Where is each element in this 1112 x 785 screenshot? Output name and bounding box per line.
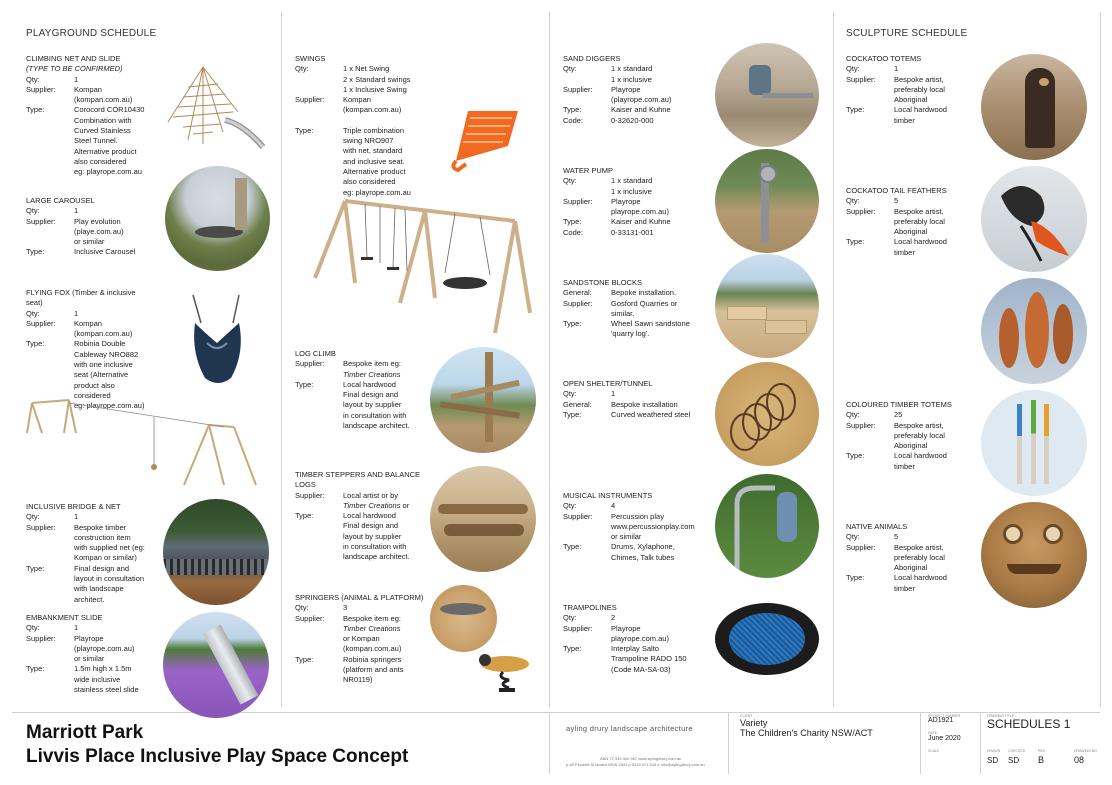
embankment-slide-photo	[163, 612, 269, 718]
cableway-image	[24, 395, 259, 490]
water-pump-item: WATER PUMP Qty: 1 x standard 1 x inclusive Supplier: Playrope playrope.com.au) Type: Kaiser and Kuhne Code: 0-33131-001	[563, 166, 671, 237]
native-animals-item: NATIVE ANIMALS Qty: 5 Supplier: Bespoke artist, preferably local Aboriginal Type: Local hardwood timber	[846, 522, 947, 593]
sand-digger-photo	[715, 43, 819, 147]
project-number: AD1921	[928, 717, 954, 724]
musical-instruments-item: MUSICAL INSTRUMENTS Qty: 4 Supplier: Percussion play www.percussionplay.com or similar Type: Drums, Xylaphone, Chimes, Talk tubes	[563, 491, 695, 562]
project-title-line1: Marriott Park	[26, 722, 144, 743]
triple-swing-image	[305, 193, 535, 338]
coloured-timber-totems-item: COLOURED TIMBER TOTEMS Qty: 25 Supplier: Bespoke artist, preferably local Aboriginal Type: Local hardwood timber	[846, 400, 952, 471]
checked-by: SD	[1008, 756, 1020, 765]
flying-fox-item: FLYING FOX (Timber & inclusive seat) Qty: 1 Supplier: Kompan (kompan.com.au) Type: Robinia Double Cableway NRO882 with one inclusive seat (Alternative product also considered eg: playrope.com.au)	[26, 288, 145, 411]
sand-diggers-item: SAND DIGGERS Qty: 1 x standard 1 x inclusive Supplier: Playrope (playrope.com.au) Type: Kaiser and Kuhne Code: 0-32620-000	[563, 54, 672, 125]
open-shelter-item: OPEN SHELTER/TUNNEL Qty: 1 General: Bespoke installation Type: Curved weathered steel	[563, 379, 691, 419]
water-pump-photo	[715, 149, 819, 253]
inclusive-bridge-item: INCLUSIVE BRIDGE & NET Qty: 1 Supplier: Bespoke timber construction item with supplied net (eg: Kompan or similar) Type: Final design and layout in consultation with landscape architect.	[26, 502, 145, 604]
client-name: Variety	[740, 718, 768, 728]
carousel-photo	[165, 166, 270, 271]
drawing-date: June 2020	[928, 735, 961, 742]
project-number-label: PROJECT NUMBER	[928, 714, 961, 718]
column-divider-3	[833, 12, 834, 707]
drawing-title: SCHEDULES 1	[987, 717, 1071, 731]
embankment-slide-item: EMBANKMENT SLIDE Qty: 1 Supplier: Playrope (playrope.com.au) or similar Type: 1.5m high x 1.5m wide inclusive stainless steel slide	[26, 613, 139, 695]
sculpture-schedule-heading: SCULPTURE SCHEDULE	[846, 28, 968, 39]
tail-feathers-photo	[981, 166, 1087, 272]
cockatoo-totems-item: COCKATOO TOTEMS Qty: 1 Supplier: Bespoke artist, preferably local Aboriginal Type: Local hardwood timber	[846, 54, 947, 125]
revision: B	[1038, 755, 1045, 765]
drawn-by: SD	[987, 756, 999, 765]
talk-tube-photo	[715, 474, 819, 578]
checked-label: CHECKED	[1008, 749, 1026, 753]
drawing-number: 08	[1074, 755, 1085, 765]
date-label: DATE	[928, 731, 938, 735]
large-carousel-item: LARGE CAROUSEL Qty: 1 Supplier: Play evolution (playe.com.au) or similar Type: Inclusive Carousel	[26, 196, 136, 257]
drawn-label: DRAWN	[987, 749, 1001, 753]
bridge-net-photo	[163, 499, 269, 605]
cockatoo-totem-photo	[981, 54, 1087, 160]
client-label: CLIENT	[740, 714, 753, 718]
titleblock-divider-2	[728, 712, 729, 774]
column-divider-1	[281, 12, 282, 707]
timber-steppers-photo	[430, 466, 536, 572]
column-divider-2	[549, 12, 550, 707]
titleblock-divider-1	[549, 712, 550, 774]
shelter-tunnel-photo	[715, 362, 819, 466]
drawing-number-label: DRAWING NO	[1074, 749, 1098, 753]
client-charity: The Children's Charity NSW/ACT	[740, 728, 873, 738]
swings-item: SWINGS Qty: 1 x Net Swing 2 x Standard swings 1 x Inclusive Swing Supplier: Kompan (kompan.com.au) Type: Triple combination swing NRO907 with net, standard and inclusive seat. Alternative product also considered eg: playrope.com.au	[295, 54, 411, 197]
springers-item: SPRINGERS (ANIMAL & PLATFORM) Qty: 3 Supplier: Bespoke item eg: Timber Creations or Kompan (kompan.com.au) Type: Robinia springers (platform and ants NR0119)	[295, 593, 424, 685]
firm-logo: ayling drury landscape architecture	[566, 724, 693, 733]
project-title-line2: Livvis Place Inclusive Play Space Concept	[26, 746, 409, 767]
timber-steppers-item: TIMBER STEPPERS AND BALANCE LOGS Supplier: Local artist or by Timber Creations or Type: Local hardwood Final design and layout by supplier in consultation with landscape architect.	[295, 470, 421, 562]
log-climb-item: LOG CLIMB Supplier: Bespoke item eg: Timber Creations Type: Local hardwood Final design and layout by supplier in consultation with landscape architect.	[295, 349, 410, 431]
revision-label: REV	[1038, 749, 1046, 753]
cockatoo-tail-feathers-item: COCKATOO TAIL FEATHERS Qty: 5 Supplier: Bespoke artist, preferably local Aboriginal Type: Local hardwood timber	[846, 186, 947, 257]
climbing-net-item: CLIMBING NET AND SLIDE (TYPE TO BE CONFIRMED) Qty: 1 Supplier: Kompan (kompan.com.au) Type: Corocord COR10430 Combination with Curved Stainless Steel Tunnel. Alternative product also considered eg: playrope.com.au	[26, 54, 145, 177]
sandstone-blocks-photo	[715, 254, 819, 358]
native-animal-photo	[981, 502, 1087, 608]
trampolines-item: TRAMPOLINES Qty: 2 Supplier: Playrope playrope.com.au) Type: Interplay Salto Trampoline RADO 150 (Code MA-SA-03)	[563, 603, 687, 674]
firm-contact-line2: p 48 Plunkett St Nowra NSW 2541 p 0415 071 516 e info@aylingdrury.com.au	[566, 762, 705, 767]
titleblock-divider-3	[920, 712, 921, 774]
scale-label: SCALE	[928, 749, 940, 753]
firm-contact-line1: ABN 72 345 400 987 www.aylingdrury.com.au	[600, 756, 682, 761]
climbing-net-image	[163, 62, 268, 152]
timber-feathers-photo	[981, 278, 1087, 384]
platform-springer-photo	[430, 585, 497, 652]
titleblock-top-border	[12, 712, 1100, 713]
playground-schedule-heading: PLAYGROUND SCHEDULE	[26, 28, 157, 39]
titleblock-divider-4	[980, 712, 981, 774]
inclusive-swing-seat-image	[448, 106, 526, 174]
trampoline-image	[715, 603, 819, 675]
inclusive-seat-image	[183, 293, 253, 388]
log-climb-photo	[430, 347, 536, 453]
sandstone-blocks-item: SANDSTONE BLOCKS General: Bepoke installation. Supplier: Gosford Quarries or similar. Type: Wheel Sawn sandstone 'quarry log'.	[563, 278, 690, 339]
page-right-border	[1100, 12, 1101, 707]
coloured-totems-photo	[981, 390, 1087, 496]
ant-springer-image	[475, 648, 535, 693]
drawing-title-label: DRAWING TITLE	[987, 714, 1015, 718]
